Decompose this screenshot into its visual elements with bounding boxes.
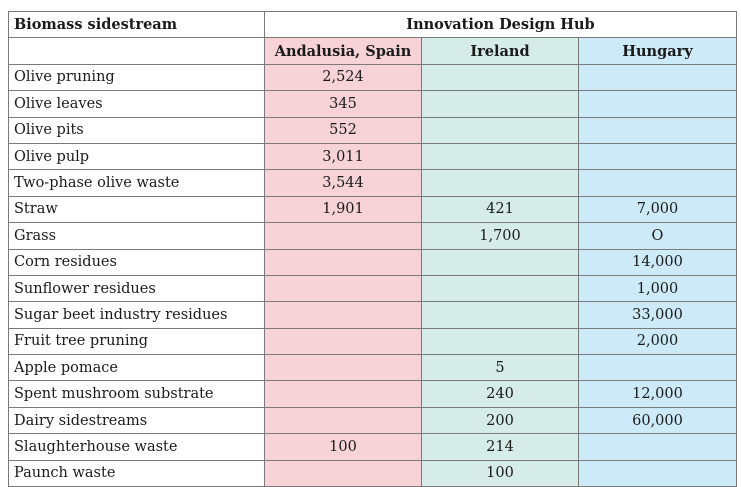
cell-andalusia-spain: 3,011	[265, 143, 422, 169]
header-row-top	[9, 12, 737, 38]
cell-ireland: 1,700	[422, 223, 579, 249]
cell-hungary: 33,000	[579, 302, 737, 328]
table-row	[9, 249, 737, 275]
cell-hungary: 7,000	[579, 196, 737, 222]
cell-ireland: 421	[422, 196, 579, 222]
cell-andalusia-spain	[265, 302, 422, 328]
row-label: Olive pits	[9, 117, 265, 143]
table-row	[9, 275, 737, 301]
header-empty-cell	[9, 38, 265, 64]
cell-andalusia-spain: 100	[265, 434, 422, 460]
cell-hungary: 14,000	[579, 249, 737, 275]
header-biomass-sidestream: Biomass sidestream	[9, 12, 265, 38]
cell-hungary	[579, 91, 737, 117]
cell-hungary	[579, 117, 737, 143]
table-row	[9, 117, 737, 143]
row-label: Fruit tree pruning	[9, 328, 265, 354]
cell-andalusia-spain	[265, 223, 422, 249]
cell-andalusia-spain: 1,901	[265, 196, 422, 222]
header-innovation-design-hub: Innovation Design Hub	[265, 12, 737, 38]
cell-andalusia-spain	[265, 328, 422, 354]
row-label: Olive leaves	[9, 91, 265, 117]
cell-hungary	[579, 64, 737, 90]
row-label: Olive pulp	[9, 143, 265, 169]
cell-andalusia-spain	[265, 407, 422, 433]
cell-hungary: 60,000	[579, 407, 737, 433]
row-label: Olive pruning	[9, 64, 265, 90]
cell-ireland: 200	[422, 407, 579, 433]
table-row	[9, 381, 737, 407]
row-label: Straw	[9, 196, 265, 222]
table-row	[9, 355, 737, 381]
cell-andalusia-spain	[265, 249, 422, 275]
row-label: Apple pomace	[9, 355, 265, 381]
cell-ireland	[422, 170, 579, 196]
header-hungary: Hungary	[579, 38, 737, 64]
cell-ireland	[422, 275, 579, 301]
cell-ireland	[422, 249, 579, 275]
table-row	[9, 434, 737, 460]
row-label: Corn residues	[9, 249, 265, 275]
row-label: Sugar beet industry residues	[9, 302, 265, 328]
row-label: Two-phase olive waste	[9, 170, 265, 196]
cell-ireland	[422, 117, 579, 143]
table-row	[9, 91, 737, 117]
cell-andalusia-spain: 345	[265, 91, 422, 117]
cell-hungary	[579, 434, 737, 460]
cell-andalusia-spain	[265, 275, 422, 301]
row-label: Dairy sidestreams	[9, 407, 265, 433]
cell-ireland: 100	[422, 460, 579, 486]
cell-andalusia-spain	[265, 355, 422, 381]
cell-ireland	[422, 328, 579, 354]
cell-andalusia-spain: 3,544	[265, 170, 422, 196]
row-label: Grass	[9, 223, 265, 249]
cell-ireland	[422, 302, 579, 328]
row-label: Spent mushroom substrate	[9, 381, 265, 407]
header-row-regions	[9, 38, 737, 64]
table-row	[9, 407, 737, 433]
cell-andalusia-spain: 552	[265, 117, 422, 143]
cell-hungary	[579, 355, 737, 381]
cell-ireland: 5	[422, 355, 579, 381]
table-row	[9, 143, 737, 169]
row-label: Slaughterhouse waste	[9, 434, 265, 460]
cell-andalusia-spain: 2,524	[265, 64, 422, 90]
row-label: Sunflower residues	[9, 275, 265, 301]
cell-hungary	[579, 170, 737, 196]
cell-ireland	[422, 143, 579, 169]
table-row	[9, 223, 737, 249]
cell-andalusia-spain	[265, 460, 422, 486]
cell-ireland	[422, 64, 579, 90]
cell-hungary: 1,000	[579, 275, 737, 301]
table-row	[9, 64, 737, 90]
table-row	[9, 302, 737, 328]
cell-hungary	[579, 143, 737, 169]
header-ireland: Ireland	[422, 38, 579, 64]
biomass-table	[8, 11, 737, 487]
row-label: Paunch waste	[9, 460, 265, 486]
table-row	[9, 170, 737, 196]
table-body	[9, 64, 737, 486]
cell-hungary: 2,000	[579, 328, 737, 354]
cell-ireland: 240	[422, 381, 579, 407]
cell-ireland: 214	[422, 434, 579, 460]
cell-andalusia-spain	[265, 381, 422, 407]
table-row	[9, 196, 737, 222]
table-row	[9, 460, 737, 486]
header-andalusia-spain: Andalusia, Spain	[265, 38, 422, 64]
table-row	[9, 328, 737, 354]
cell-ireland	[422, 91, 579, 117]
cell-hungary: 12,000	[579, 381, 737, 407]
cell-hungary	[579, 460, 737, 486]
cell-hungary: O	[579, 223, 737, 249]
